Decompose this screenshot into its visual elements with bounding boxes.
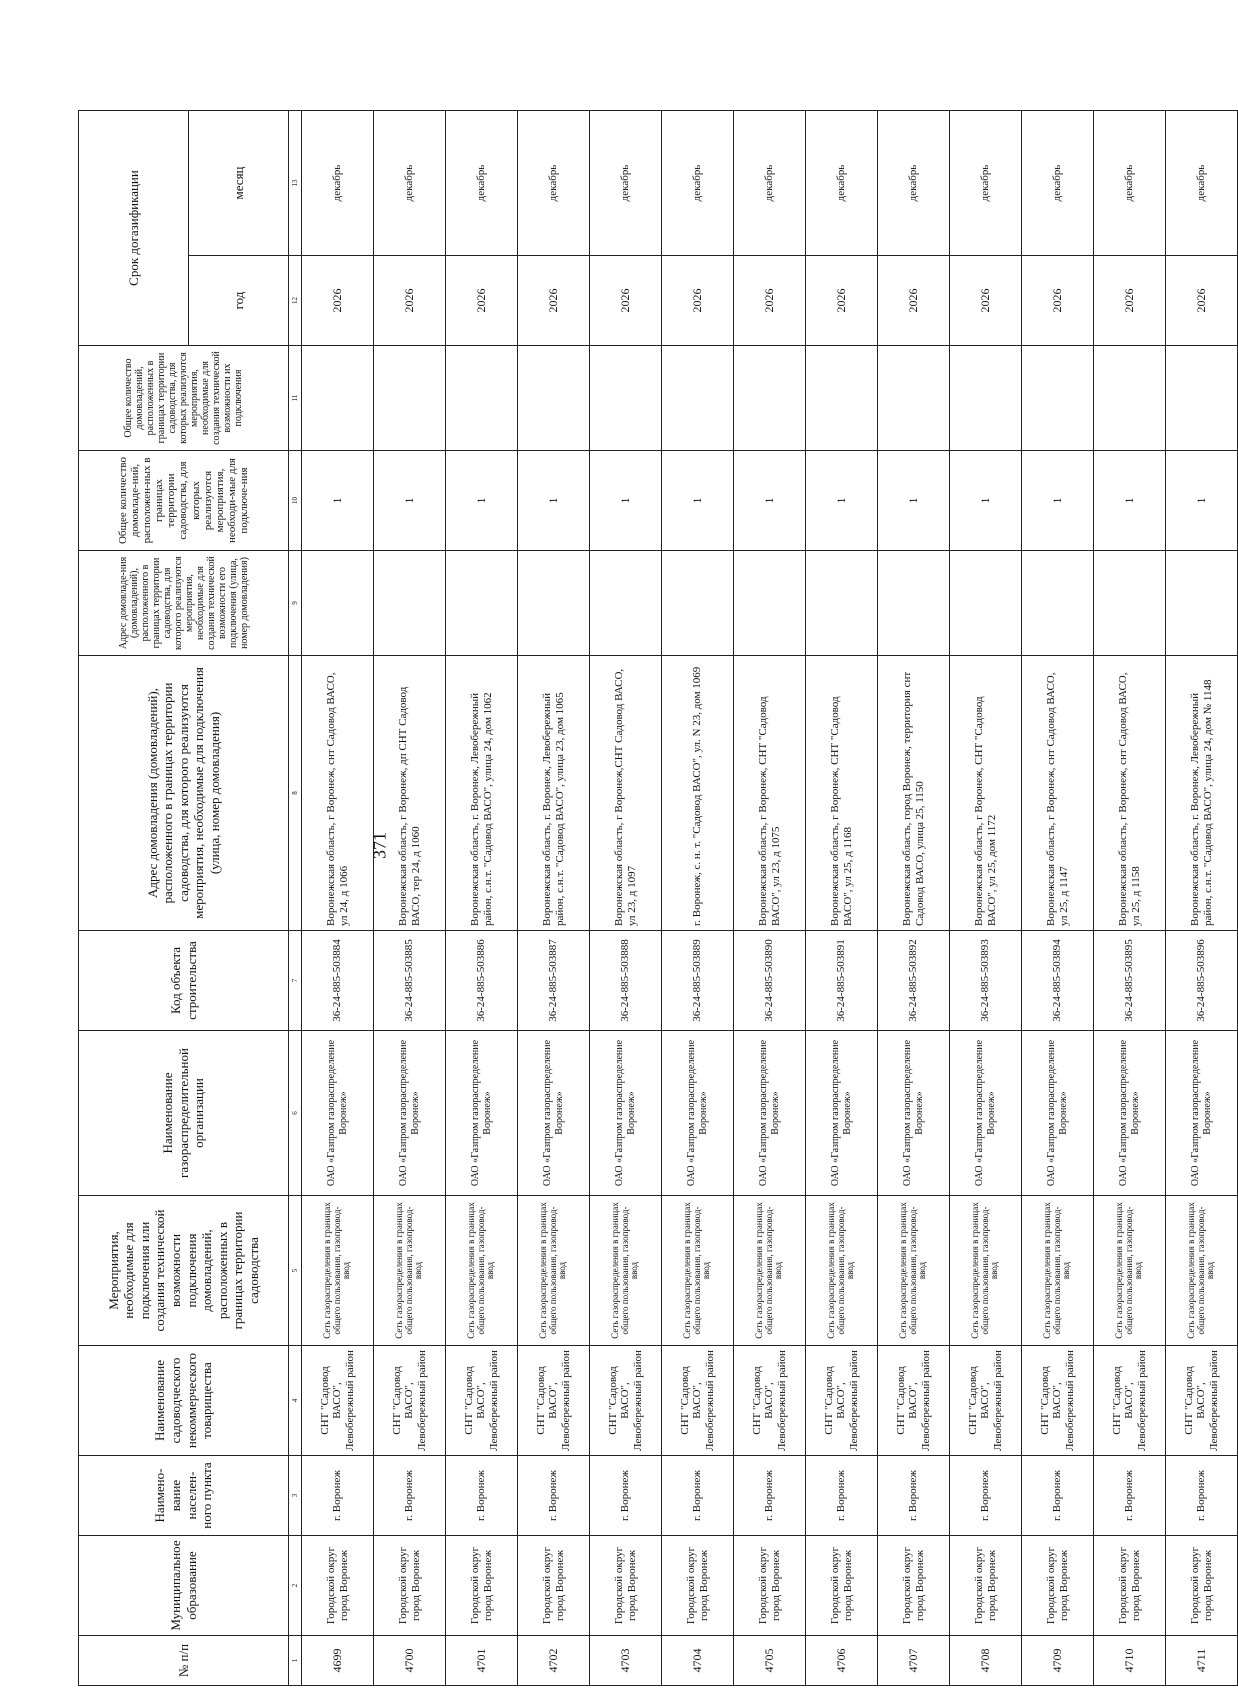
row-address: Воронежская область, г Воронеж, снт Садовод ВАСО, ул 25, д 1158 [1094, 656, 1166, 931]
row-month: декабрь [734, 111, 806, 256]
row-settlement: г. Воронеж [1094, 1456, 1166, 1536]
column-number-row [289, 111, 302, 1686]
row-object-code: 36-24-885-503890 [734, 931, 806, 1031]
row-number: 4701 [446, 1636, 518, 1686]
table-row [878, 111, 950, 1686]
table-row [950, 111, 1022, 1686]
table-row [518, 111, 590, 1686]
row-municipality: Городской округ город Воронеж [374, 1536, 446, 1636]
header-no: № п/п [79, 1636, 289, 1686]
column-number: 10 [289, 451, 302, 551]
row-count-tech [302, 346, 374, 451]
row-month: декабрь [518, 111, 590, 256]
row-settlement: г. Воронеж [302, 1456, 374, 1536]
row-number: 4700 [374, 1636, 446, 1686]
row-count-tech [374, 346, 446, 451]
row-address: Воронежская область, город Воронеж, территория снт Садовод ВАСО, улица 25, 1150 [878, 656, 950, 931]
row-municipality: Городской округ город Воронеж [1094, 1536, 1166, 1636]
row-measure: Сеть газораспределения в границах общего пользования, газопровод-ввод [302, 1196, 374, 1346]
row-address: Воронежская область, г Воронеж, СНТ "Садовод ВАСО", ул 25, д 1168 [806, 656, 878, 931]
row-settlement: г. Воронеж [518, 1456, 590, 1536]
row-number: 4710 [1094, 1636, 1166, 1686]
row-municipality: Городской округ город Воронеж [878, 1536, 950, 1636]
column-number: 1 [289, 1636, 302, 1686]
row-number: 4706 [806, 1636, 878, 1686]
row-gas-org: ОАО «Газпром газораспределение Воронеж» [806, 1031, 878, 1196]
row-year: 2026 [950, 256, 1022, 346]
row-count-connect: 1 [302, 451, 374, 551]
row-month: декабрь [446, 111, 518, 256]
row-month: декабрь [878, 111, 950, 256]
row-address-house [950, 551, 1022, 656]
row-settlement: г. Воронеж [806, 1456, 878, 1536]
row-settlement: г. Воронеж [1022, 1456, 1094, 1536]
header-object-code: Код объекта строительства [79, 931, 289, 1031]
column-number: 6 [289, 1031, 302, 1196]
row-year: 2026 [734, 256, 806, 346]
row-measure: Сеть газораспределения в границах общего пользования, газопровод-ввод [950, 1196, 1022, 1346]
row-address-house [518, 551, 590, 656]
row-object-code: 36-24-885-503891 [806, 931, 878, 1031]
row-address: Воронежская область, г. Воронеж, Левобережный район, с.н.т. "Садовод ВАСО", улица 23, дом 1065 [518, 656, 590, 931]
row-address-house [374, 551, 446, 656]
row-municipality: Городской округ город Воронеж [1166, 1536, 1238, 1636]
row-year: 2026 [446, 256, 518, 346]
row-year: 2026 [302, 256, 374, 346]
row-object-code: 36-24-885-503886 [446, 931, 518, 1031]
row-measure: Сеть газораспределения в границах общего пользования, газопровод-ввод [518, 1196, 590, 1346]
row-count-connect: 1 [1022, 451, 1094, 551]
row-year: 2026 [806, 256, 878, 346]
table-row [734, 111, 806, 1686]
header-month: месяц [189, 111, 289, 256]
row-month: декабрь [302, 111, 374, 256]
row-count-connect: 1 [1094, 451, 1166, 551]
row-count-tech [734, 346, 806, 451]
row-count-tech [1022, 346, 1094, 451]
row-month: декабрь [590, 111, 662, 256]
column-number: 5 [289, 1196, 302, 1346]
row-count-connect: 1 [950, 451, 1022, 551]
row-object-code: 36-24-885-503888 [590, 931, 662, 1031]
row-measure: Сеть газораспределения в границах общего пользования, газопровод-ввод [1166, 1196, 1238, 1346]
row-year: 2026 [374, 256, 446, 346]
row-month: декабрь [662, 111, 734, 256]
row-municipality: Городской округ город Воронеж [518, 1536, 590, 1636]
table-row [806, 111, 878, 1686]
row-count-tech [806, 346, 878, 451]
row-gas-org: ОАО «Газпром газораспределение Воронеж» [446, 1031, 518, 1196]
table-row [374, 111, 446, 1686]
row-number: 4711 [1166, 1636, 1238, 1686]
header-address-house: Адрес домовладе-ния (домовладений), расположенного в границах территории садоводства, для которого реализуются мероприятия, необходимые для создания технической возможности его подключения (улица, номер домовладения) [79, 551, 289, 656]
header-partnership: Наименование садоводческого некоммерческого товарищества [79, 1346, 289, 1456]
column-number: 3 [289, 1456, 302, 1536]
row-month: декабрь [1166, 111, 1238, 256]
row-year: 2026 [878, 256, 950, 346]
row-address-house [1094, 551, 1166, 656]
row-address-house [878, 551, 950, 656]
header-address: Адрес домовладения (домовладений), расположенного в границах территории садоводства, для которого реализуются мероприятия, необходимые для подключения (улица, номер домовладения) [79, 656, 289, 931]
row-count-tech [950, 346, 1022, 451]
header-count-connect: Общее количество домовладе-ний, расположен-ных в границах территории садоводства, для которых реализуются мероприятия, необходи-мые для подключе-ния [79, 451, 289, 551]
row-measure: Сеть газораспределения в границах общего пользования, газопровод-ввод [734, 1196, 806, 1346]
header-municipality: Муниципальное образование [79, 1536, 289, 1636]
row-number: 4705 [734, 1636, 806, 1686]
row-partnership: СНТ "Садовод ВАСО", Левобережный район [374, 1346, 446, 1456]
row-partnership: СНТ "Садовод ВАСО", Левобережный район [590, 1346, 662, 1456]
row-year: 2026 [1094, 256, 1166, 346]
row-address: Воронежская область, г Воронеж, снт Садовод ВАСО, ул 25, д 1147 [1022, 656, 1094, 931]
header-settlement: Наимено-вание населен-ного пункта [79, 1456, 289, 1536]
table-row [662, 111, 734, 1686]
row-count-connect: 1 [662, 451, 734, 551]
row-number: 4709 [1022, 1636, 1094, 1686]
row-partnership: СНТ "Садовод ВАСО", Левобережный район [734, 1346, 806, 1456]
row-address: Воронежская область, г Воронеж, снт Садовод ВАСО, ул 24, д 1066 [302, 656, 374, 931]
column-number: 11 [289, 346, 302, 451]
row-gas-org: ОАО «Газпром газораспределение Воронеж» [374, 1031, 446, 1196]
table-header [79, 111, 302, 1686]
header-measures: Мероприятия, необходимые для подключения или создания технической возможности подключения домовладений, расположенных в границах территории садоводства [79, 1196, 289, 1346]
row-month: декабрь [950, 111, 1022, 256]
row-count-tech [662, 346, 734, 451]
row-year: 2026 [1022, 256, 1094, 346]
row-object-code: 36-24-885-503885 [374, 931, 446, 1031]
row-count-connect: 1 [878, 451, 950, 551]
column-number: 4 [289, 1346, 302, 1456]
row-month: декабрь [1022, 111, 1094, 256]
row-gas-org: ОАО «Газпром газораспределение Воронеж» [878, 1031, 950, 1196]
row-partnership: СНТ "Садовод ВАСО", Левобережный район [1022, 1346, 1094, 1456]
row-measure: Сеть газораспределения в границах общего пользования, газопровод-ввод [878, 1196, 950, 1346]
row-address: Воронежская область, г Воронеж,СНТ Садовод ВАСО, ул 23, д 1097 [590, 656, 662, 931]
row-object-code: 36-24-885-503884 [302, 931, 374, 1031]
row-municipality: Городской округ город Воронеж [590, 1536, 662, 1636]
row-count-tech [518, 346, 590, 451]
table-row [1094, 111, 1166, 1686]
column-number: 2 [289, 1536, 302, 1636]
column-number: 8 [289, 656, 302, 931]
row-partnership: СНТ "Садовод ВАСО", Левобережный район [662, 1346, 734, 1456]
row-count-tech [878, 346, 950, 451]
row-object-code: 36-24-885-503887 [518, 931, 590, 1031]
row-settlement: г. Воронеж [1166, 1456, 1238, 1536]
row-address: г. Воронеж, с. н. т. "Садовод ВАСО", ул. N 23, дом 1069 [662, 656, 734, 931]
row-municipality: Городской округ город Воронеж [302, 1536, 374, 1636]
row-measure: Сеть газораспределения в границах общего пользования, газопровод-ввод [662, 1196, 734, 1346]
row-gas-org: ОАО «Газпром газораспределение Воронеж» [1166, 1031, 1238, 1196]
column-number: 13 [289, 111, 302, 256]
column-number: 12 [289, 256, 302, 346]
row-settlement: г. Воронеж [590, 1456, 662, 1536]
row-settlement: г. Воронеж [878, 1456, 950, 1536]
header-count-tech: Общее количество домовладений, расположенных в границах территории садоводства, для которых реализуются мероприятия, необходимые для создания технической возможности их подключения [79, 346, 289, 451]
header-gas-org: Наименование газораспределительной организации [79, 1031, 289, 1196]
row-settlement: г. Воронеж [662, 1456, 734, 1536]
row-number: 4707 [878, 1636, 950, 1686]
row-address-house [734, 551, 806, 656]
column-number: 7 [289, 931, 302, 1031]
row-number: 4699 [302, 1636, 374, 1686]
row-year: 2026 [1166, 256, 1238, 346]
row-municipality: Городской округ город Воронеж [1022, 1536, 1094, 1636]
row-measure: Сеть газораспределения в границах общего пользования, газопровод-ввод [1094, 1196, 1166, 1346]
row-measure: Сеть газораспределения в границах общего пользования, газопровод-ввод [446, 1196, 518, 1346]
column-number: 9 [289, 551, 302, 656]
row-object-code: 36-24-885-503894 [1022, 931, 1094, 1031]
row-address: Воронежская область, г. Воронеж, Левобережный район, с.н.т. "Садовод ВАСО", улица 24, дом 1062 [446, 656, 518, 931]
row-year: 2026 [518, 256, 590, 346]
row-settlement: г. Воронеж [950, 1456, 1022, 1536]
row-gas-org: ОАО «Газпром газораспределение Воронеж» [518, 1031, 590, 1196]
row-address-house [662, 551, 734, 656]
row-municipality: Городской округ город Воронеж [734, 1536, 806, 1636]
row-address: Воронежская область, г Воронеж, СНТ "Садовод ВАСО", ул 23, д 1075 [734, 656, 806, 931]
row-month: декабрь [806, 111, 878, 256]
row-settlement: г. Воронеж [734, 1456, 806, 1536]
row-partnership: СНТ "Садовод ВАСО", Левобережный район [1166, 1346, 1238, 1456]
header-deadline: Срок догазификации [79, 111, 189, 346]
row-address-house [1166, 551, 1238, 656]
table-row [590, 111, 662, 1686]
row-partnership: СНТ "Садовод ВАСО", Левобережный район [446, 1346, 518, 1456]
row-measure: Сеть газораспределения в границах общего пользования, газопровод-ввод [1022, 1196, 1094, 1346]
row-object-code: 36-24-885-503893 [950, 931, 1022, 1031]
row-count-connect: 1 [446, 451, 518, 551]
row-object-code: 36-24-885-503896 [1166, 931, 1238, 1031]
row-measure: Сеть газораспределения в границах общего пользования, газопровод-ввод [374, 1196, 446, 1346]
row-address: Воронежская область, г Воронеж, СНТ "Садовод ВАСО", ул 25, дом 1172 [950, 656, 1022, 931]
row-count-tech [590, 346, 662, 451]
table-row [1022, 111, 1094, 1686]
row-gas-org: ОАО «Газпром газораспределение Воронеж» [1094, 1031, 1166, 1196]
row-address-house [446, 551, 518, 656]
row-count-connect: 1 [374, 451, 446, 551]
row-number: 4704 [662, 1636, 734, 1686]
row-address-house [806, 551, 878, 656]
row-number: 4702 [518, 1636, 590, 1686]
page-number: 371 [369, 832, 390, 859]
row-month: декабрь [374, 111, 446, 256]
header-year: год [189, 256, 289, 346]
row-count-connect: 1 [590, 451, 662, 551]
row-count-connect: 1 [1166, 451, 1238, 551]
row-partnership: СНТ "Садовод ВАСО", Левобережный район [950, 1346, 1022, 1456]
row-partnership: СНТ "Садовод ВАСО", Левобережный район [1094, 1346, 1166, 1456]
row-address-house [1022, 551, 1094, 656]
row-partnership: СНТ "Садовод ВАСО", Левобережный район [518, 1346, 590, 1456]
row-month: декабрь [1094, 111, 1166, 256]
row-measure: Сеть газораспределения в границах общего пользования, газопровод-ввод [590, 1196, 662, 1346]
row-object-code: 36-24-885-503895 [1094, 931, 1166, 1031]
row-gas-org: ОАО «Газпром газораспределение Воронеж» [662, 1031, 734, 1196]
row-count-connect: 1 [734, 451, 806, 551]
row-number: 4708 [950, 1636, 1022, 1686]
table-row [1166, 111, 1238, 1686]
gasification-register-table [78, 110, 1238, 1686]
row-partnership: СНТ "Садовод ВАСО", Левобережный район [878, 1346, 950, 1456]
table-row [446, 111, 518, 1686]
row-gas-org: ОАО «Газпром газораспределение Воронеж» [1022, 1031, 1094, 1196]
row-count-tech [446, 346, 518, 451]
row-count-connect: 1 [518, 451, 590, 551]
row-count-connect: 1 [806, 451, 878, 551]
row-settlement: г. Воронеж [446, 1456, 518, 1536]
row-count-tech [1166, 346, 1238, 451]
row-settlement: г. Воронеж [374, 1456, 446, 1536]
row-address: Воронежская область, г. Воронеж, Левобережный район, с.н.т. "Садовод ВАСО", улица 24, дом № 1148 [1166, 656, 1238, 931]
row-object-code: 36-24-885-503892 [878, 931, 950, 1031]
row-municipality: Городской округ город Воронеж [950, 1536, 1022, 1636]
row-year: 2026 [662, 256, 734, 346]
table-row [302, 111, 374, 1686]
row-gas-org: ОАО «Газпром газораспределение Воронеж» [734, 1031, 806, 1196]
row-number: 4703 [590, 1636, 662, 1686]
row-gas-org: ОАО «Газпром газораспределение Воронеж» [590, 1031, 662, 1196]
row-measure: Сеть газораспределения в границах общего пользования, газопровод-ввод [806, 1196, 878, 1346]
table-body [302, 111, 1238, 1686]
row-address-house [302, 551, 374, 656]
row-address-house [590, 551, 662, 656]
row-year: 2026 [590, 256, 662, 346]
row-partnership: СНТ "Садовод ВАСО", Левобережный район [302, 1346, 374, 1456]
row-municipality: Городской округ город Воронеж [806, 1536, 878, 1636]
row-object-code: 36-24-885-503889 [662, 931, 734, 1031]
row-partnership: СНТ "Садовод ВАСО", Левобережный район [806, 1346, 878, 1456]
row-gas-org: ОАО «Газпром газораспределение Воронеж» [950, 1031, 1022, 1196]
row-municipality: Городской округ город Воронеж [662, 1536, 734, 1636]
row-count-tech [1094, 346, 1166, 451]
row-gas-org: ОАО «Газпром газораспределение Воронеж» [302, 1031, 374, 1196]
row-municipality: Городской округ город Воронеж [446, 1536, 518, 1636]
row-address: Воронежская область, г Воронеж, дп СНТ Садовод ВАСО, тер 24, д 1060 [374, 656, 446, 931]
